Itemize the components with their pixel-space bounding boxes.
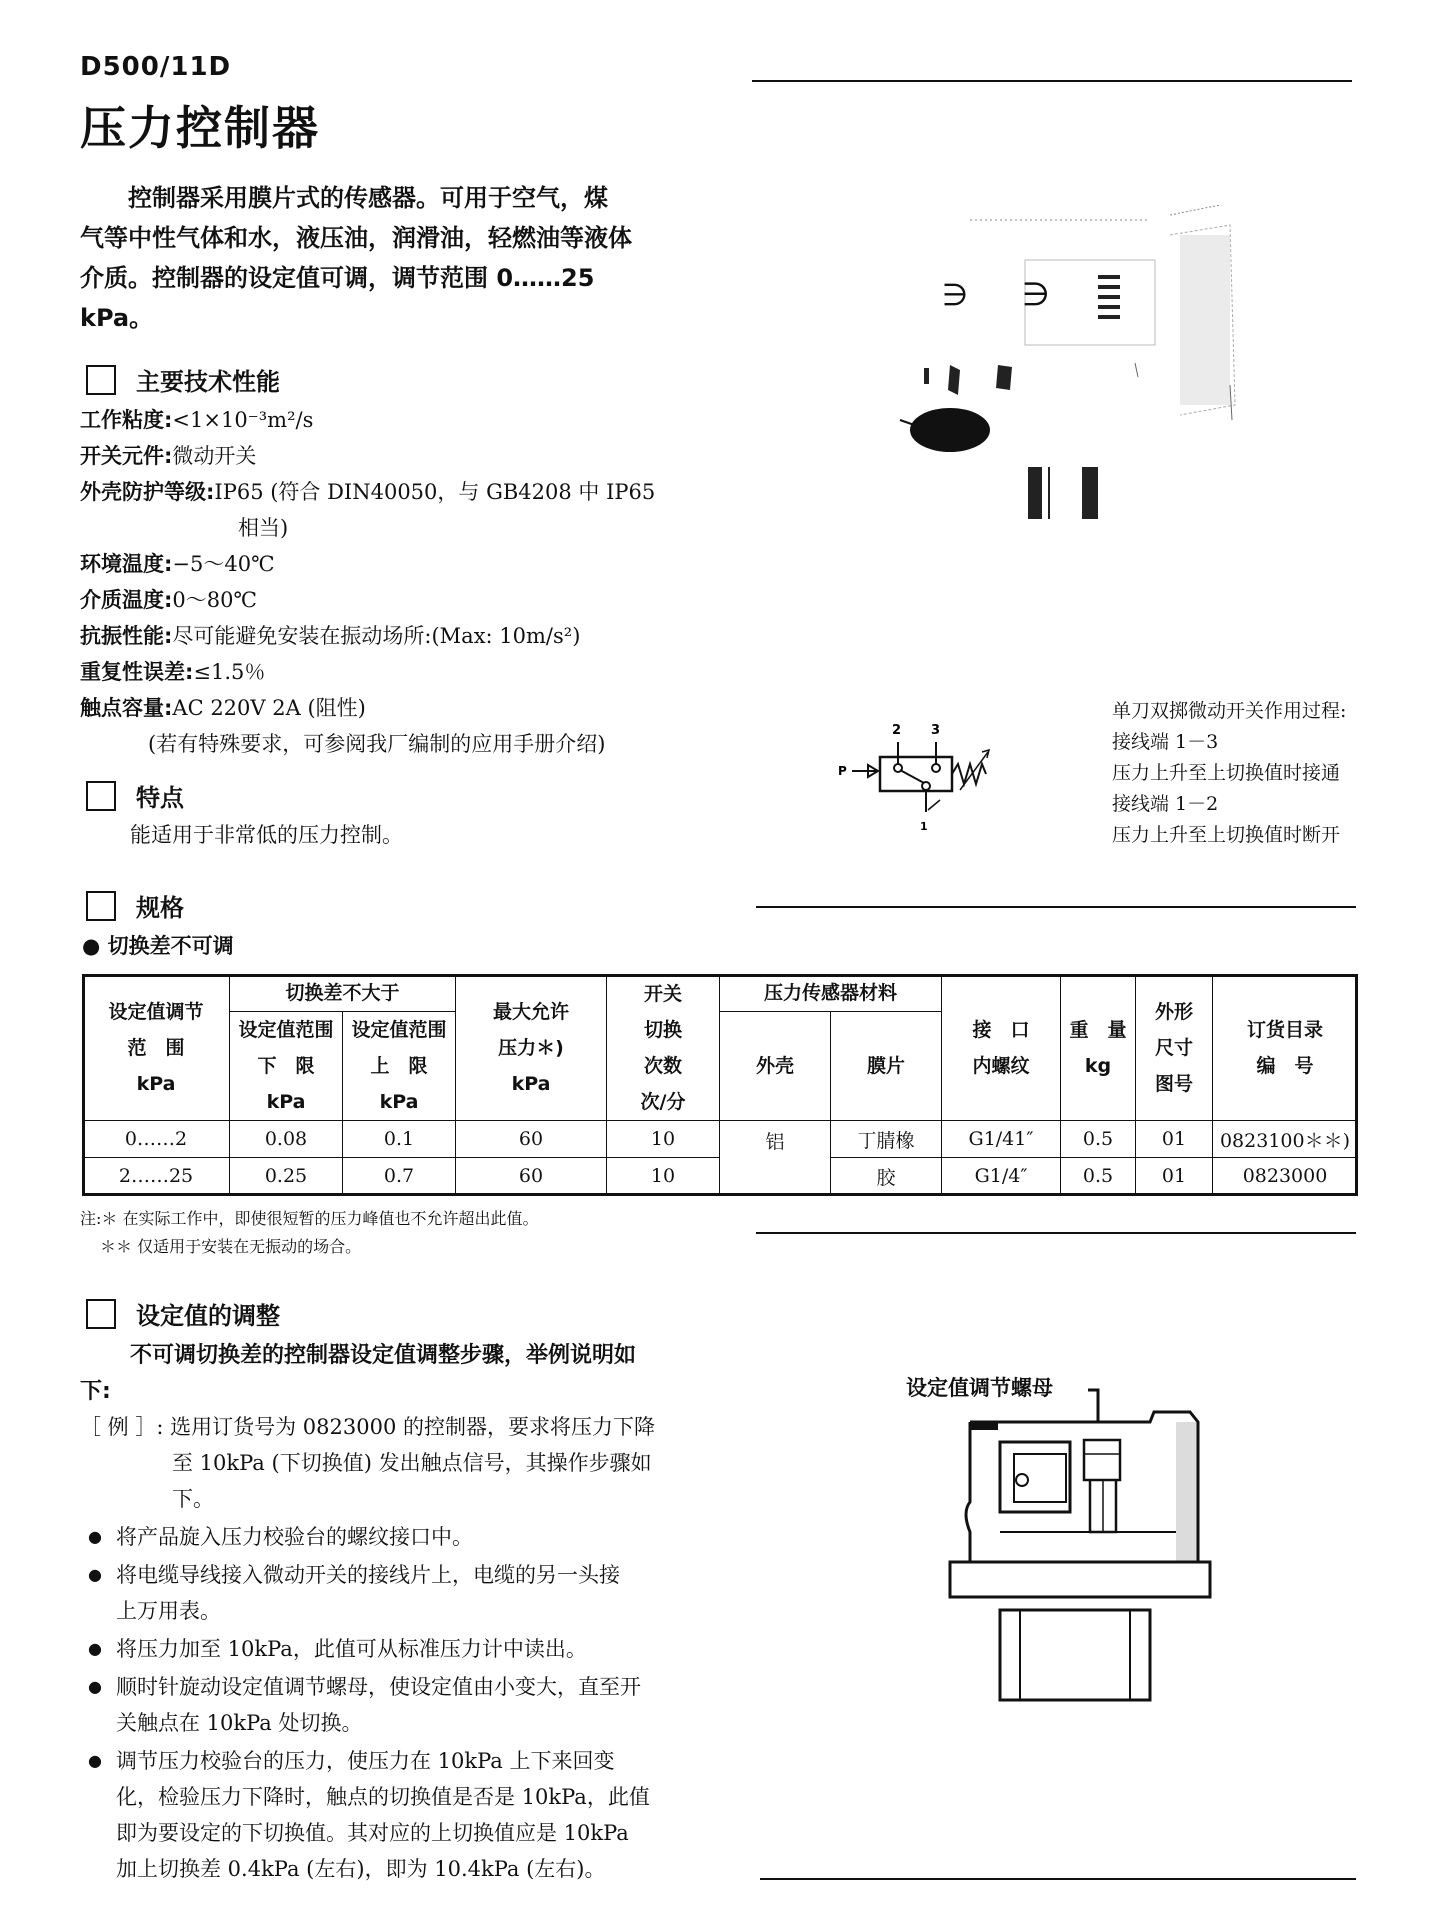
header-rule <box>752 80 1352 82</box>
intro-line: kPa。 <box>80 304 154 332</box>
spec-table <box>82 974 1358 1195</box>
caption-line: 压力上升至上切换值时接通 <box>1112 762 1341 784</box>
example-line: ［ 例 ］: 选用订货号为 0823000 的控制器，要求将压力下降 <box>80 1415 655 1439</box>
spec-repeatability: 重复性误差:≤1.5％ <box>80 660 266 684</box>
step-item: ● 将产品旋入压力校验台的螺纹接口中。 <box>116 1520 473 1554</box>
section-checkbox-icon <box>86 1299 116 1329</box>
caption-line: 接线端 1－2 <box>1112 793 1219 815</box>
drawing-label: 设定值调节螺母 <box>906 1376 1053 1400</box>
product-photo <box>880 205 1260 545</box>
section-title: 规格 <box>136 894 184 922</box>
section-specs-heading <box>86 888 184 923</box>
th-order: 订货目录 编 号 <box>1213 975 1358 1121</box>
spec-medium-temp: 介质温度:0～80℃ <box>80 588 257 612</box>
step-item-cont: 关触点在 10kPa 处切换。 <box>116 1711 363 1735</box>
model-number: D500/11D <box>80 52 232 82</box>
spec-protection-cont: 相当) <box>238 516 289 540</box>
step-item-cont: 化，检验压力下降时，触点的切换值是否是 10kPa，此值 <box>116 1785 650 1809</box>
caption-line: 接线端 1－3 <box>1112 731 1219 753</box>
th-dim: 外形 尺寸 图号 <box>1136 975 1213 1121</box>
section-title: 特点 <box>136 784 184 812</box>
section-features-heading <box>86 778 184 813</box>
th-diff: 切换差不大于 <box>230 975 456 1012</box>
svg-text:1: 1 <box>920 820 928 833</box>
step-item: ● 将电缆导线接入微动开关的接线片上，电缆的另一头接 <box>116 1558 620 1592</box>
svg-text:∋: ∋ <box>942 278 969 313</box>
table-row: 0……2 0.08 0.1 60 10 铝 丁腈橡 G1/41″ 0.5 01 0823100＊＊) <box>83 1121 1358 1158</box>
intro-paragraph <box>80 178 680 338</box>
section-adjustment-heading <box>86 1296 280 1331</box>
step-item: ● 将压力加至 10kPa，此值可从标准压力计中读出。 <box>116 1632 587 1666</box>
section-checkbox-icon <box>86 365 116 395</box>
intro-line: 介质。控制器的设定值可调，调节范围 0……25 <box>80 264 595 292</box>
caption-line: 压力上升至上切换值时断开 <box>1112 824 1341 846</box>
step-item-cont: 即为要设定的下切换值。其对应的上切换值应是 10kPa <box>116 1821 629 1845</box>
page-title: 压力控制器 <box>80 101 320 155</box>
spec-bullet: ● 切换差不可调 <box>82 934 234 958</box>
th-membrane: 膜片 <box>831 1012 942 1121</box>
spec-contact-rating: 触点容量:AC 220V 2A (阻性) <box>80 696 366 720</box>
section-title: 设定值的调整 <box>136 1302 280 1330</box>
svg-text:2: 2 <box>892 723 902 738</box>
intro-line: 气等中性气体和水，液压油，润滑油，轻燃油等液体 <box>80 224 632 252</box>
spec-contact-note: (若有特殊要求，可参阅我厂编制的应用手册介绍) <box>148 732 606 756</box>
example-line: 至 10kPa (下切换值) 发出触点信号，其操作步骤如 <box>172 1451 652 1475</box>
svg-text:P: P <box>838 764 847 778</box>
adjustment-lead-cont: 下: <box>80 1379 111 1404</box>
th-range: 设定值调节 范 围 kPa <box>83 975 230 1121</box>
svg-text:3: 3 <box>931 723 941 738</box>
th-cycles: 开关 切换 次数 次/分 <box>607 975 720 1121</box>
spec-ambient-temp: 环境温度:−5～40℃ <box>80 552 275 576</box>
spec-vibration: 抗振性能:尽可能避免安装在振动场所:(Max: 10m/s²) <box>80 624 581 648</box>
table-row: 2……25 0.25 0.7 60 10 胶 G1/4″ 0.5 01 0823000 <box>83 1158 1358 1195</box>
th-port: 接 口 内螺纹 <box>942 975 1061 1121</box>
caption-line: 单刀双掷微动开关作用过程: <box>1112 700 1347 722</box>
footnote-1: 注:＊ 在实际工作中，即使很短暂的压力峰值也不允许超出此值。 <box>80 1209 539 1228</box>
divider-rule <box>756 906 1356 908</box>
footnote-2: ＊＊ 仅适用于安装在无振动的场合。 <box>100 1237 362 1256</box>
features-text: 能适用于非常低的压力控制。 <box>130 823 403 847</box>
divider-rule <box>756 1232 1356 1234</box>
th-maxp: 最大允许 压力＊) kPa <box>456 975 607 1121</box>
section-checkbox-icon <box>86 891 116 921</box>
th-shell: 外壳 <box>720 1012 831 1121</box>
adjustment-lead: 不可调切换差的控制器设定值调整步骤，举例说明如 <box>130 1343 637 1368</box>
spec-protection: 外壳防护等级:IP65 (符合 DIN40050，与 GB4208 中 IP65 <box>80 480 656 504</box>
section-checkbox-icon <box>86 781 116 811</box>
th-low: 设定值范围 下 限 kPa <box>230 1012 343 1121</box>
spec-switch-element: 开关元件:微动开关 <box>80 444 257 468</box>
step-item-cont: 加上切换差 0.4kPa (左右)，即为 10.4kPa (左右)。 <box>116 1857 606 1881</box>
step-item: ● 顺时针旋动设定值调节螺母，使设定值由小变大，直至开 <box>116 1670 641 1704</box>
th-high: 设定值范围 上 限 kPa <box>343 1012 456 1121</box>
th-material: 压力传感器材料 <box>720 975 942 1012</box>
microswitch-diagram <box>836 712 1026 842</box>
example-line: 下。 <box>172 1487 214 1511</box>
section-performance-heading <box>86 362 280 397</box>
th-weight: 重 量 kg <box>1061 975 1136 1121</box>
switch-caption <box>1112 696 1346 851</box>
adjustment-nut-drawing <box>940 1382 1220 1712</box>
spec-viscosity: 工作粘度:<1×10⁻³m²/s <box>80 408 314 432</box>
step-item: ● 调节压力校验台的压力，使压力在 10kPa 上下来回变 <box>116 1744 615 1778</box>
step-item-cont: 上万用表。 <box>116 1599 221 1623</box>
svg-text:∋: ∋ <box>1022 275 1050 313</box>
section-title: 主要技术性能 <box>136 368 280 396</box>
footer-rule <box>760 1878 1356 1880</box>
intro-line: 控制器采用膜片式的传感器。可用于空气，煤 <box>128 184 608 212</box>
